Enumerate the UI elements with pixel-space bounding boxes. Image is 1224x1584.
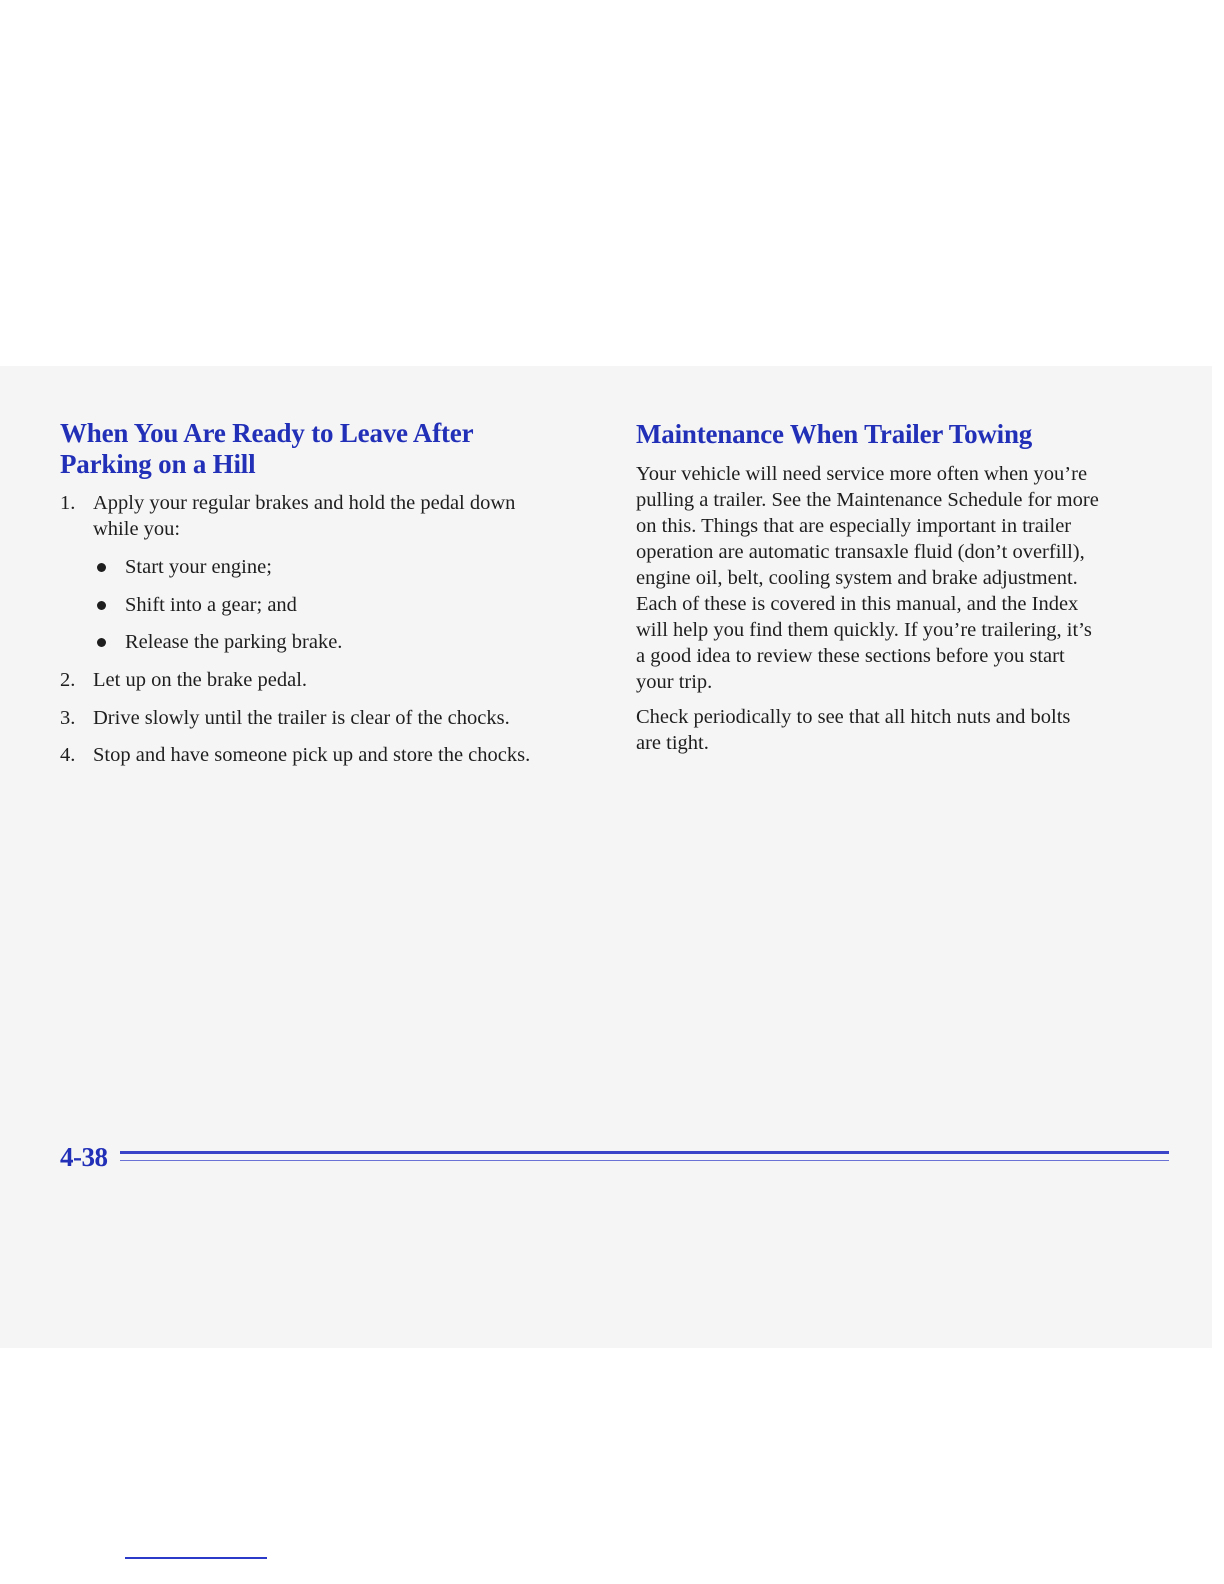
step-number: 1. — [60, 492, 76, 514]
step-number: 4. — [60, 744, 76, 766]
step-text: Drive slowly until the trailer is clear of the chocks. — [93, 707, 510, 729]
bullet-dot-icon — [97, 638, 106, 647]
bullet-dot-icon — [97, 563, 106, 572]
step-number: 3. — [60, 707, 76, 729]
maintenance-paragraph — [636, 461, 1171, 695]
bullet-text: Start your engine; — [125, 556, 272, 578]
step-text: Stop and have someone pick up and store the chocks. — [93, 744, 531, 766]
step-text-line: Apply your regular brakes and hold the pedal down — [93, 492, 516, 514]
step-number: 2. — [60, 669, 76, 691]
page-number: 4-38 — [60, 1142, 108, 1172]
paragraph-line: engine oil, belt, cooling system and brake adjustment. — [636, 567, 1078, 589]
step-text: Let up on the brake pedal. — [93, 669, 308, 691]
paragraph-line: pulling a trailer. See the Maintenance Schedule for more — [636, 489, 1099, 511]
paragraph-line: on this. Things that are especially important in trailer — [636, 515, 1072, 537]
paragraph-line: operation are automatic transaxle fluid (don’t overfill), — [636, 541, 1085, 563]
paragraph-line: Each of these is covered in this manual, and the Index — [636, 593, 1079, 615]
section-heading: Maintenance When Trailer Towing — [636, 419, 1033, 449]
section-heading-line1: When You Are Ready to Leave After — [60, 418, 474, 448]
paragraph-line: are tight. — [636, 732, 709, 754]
paragraph-line: Your vehicle will need service more often when you’re — [636, 463, 1088, 485]
footer-rule-thin — [120, 1160, 1169, 1161]
bullet-dot-icon — [97, 601, 106, 610]
paragraph-line: your trip. — [636, 671, 713, 693]
bullet-text: Shift into a gear; and — [125, 594, 297, 616]
paragraph-line: a good idea to review these sections before you start — [636, 645, 1065, 667]
paragraph-line: Check periodically to see that all hitch nuts and bolts — [636, 706, 1071, 728]
section-heading-line2: Parking on a Hill — [60, 449, 256, 479]
footer-rule — [120, 1151, 1169, 1154]
paragraph-line: will help you find them quickly. If you’re trailering, it’s — [636, 619, 1092, 641]
step-text-line: while you: — [93, 518, 181, 540]
bullet-text: Release the parking brake. — [125, 631, 343, 653]
hitch-check-paragraph — [636, 704, 1171, 756]
bottom-divider — [125, 1557, 267, 1559]
content-area — [0, 366, 1212, 1348]
